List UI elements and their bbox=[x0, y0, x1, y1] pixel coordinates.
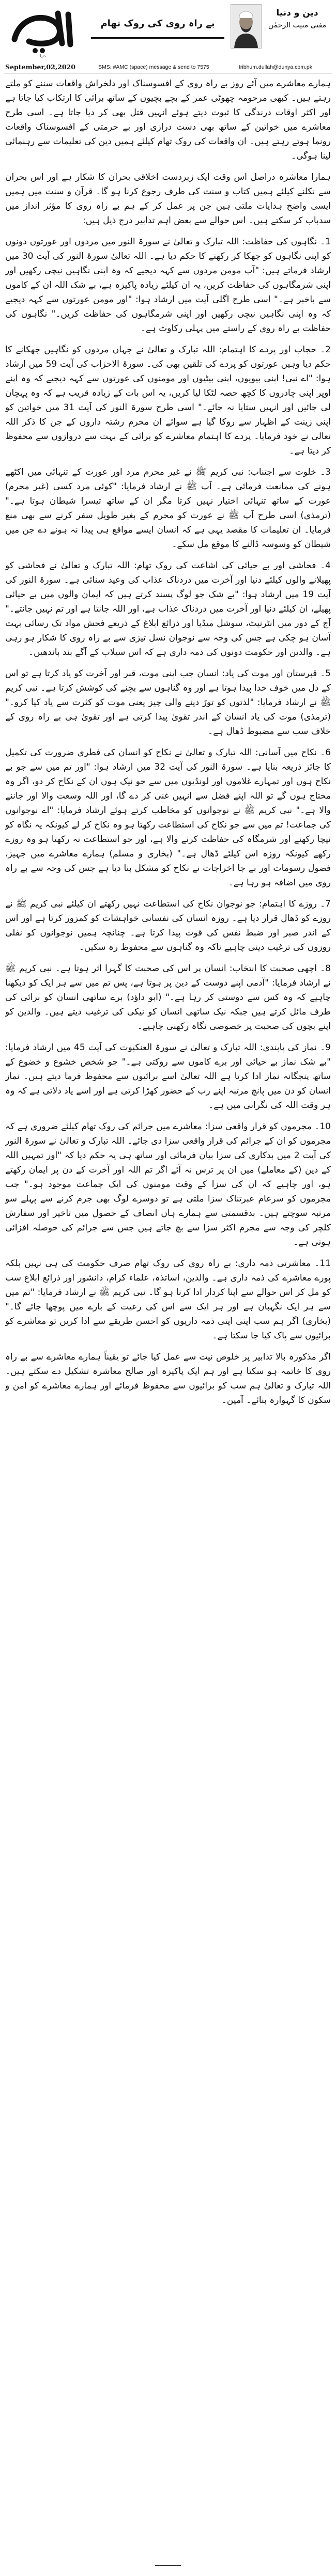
author-email[interactable]: tribhum.dullah@dunya.com.pk bbox=[239, 64, 312, 70]
columnist-block bbox=[231, 4, 332, 54]
paragraph: 7۔ روزے کا اہتمام: جو نوجوان نکاح کی استطاعت نہیں رکھتے ان کیلئے نبی کریم ﷺ نے روزے کو ڈھال قرار دیا ہے۔ روزہ انسان کی نفسانی خواہشات کو کمزور کرتا ہے اور اس کے اندر صبر اور ضبط نفس کی قوت پیدا کرتا ہے۔ چنانچہ ہمیں نوجوانوں کو نفلی روزوں کی ترغیب دینی چاہیے تاکہ وہ گناہوں سے محفوظ رہ سکیں۔ bbox=[5, 899, 331, 953]
paragraph: 3۔ خلوت سے اجتناب: نبی کریم ﷺ نے غیر محرم مرد اور عورت کے تنہائی میں اکٹھے ہونے کی ممانعت فرمائی ہے۔ آپ ﷺ نے ارشاد فرمایا: "کوئی مرد کسی (غیر محرم) عورت کے ساتھ تنہائی اختیار نہیں کرتا مگر ان کے ساتھ تیسرا شیطان ہوتا ہے۔" (ترمذی) اسی طرح آپ ﷺ نے عورت کو محرم کے بغیر طویل سفر کرنے سے بھی منع فرمایا۔ ان تعلیمات کا مقصد یہی ہے کہ انسان ایسے مواقع ہی پیدا نہ ہونے دے جن میں شیطان کو وسوسہ ڈالنے کا موقع مل سکے۔ bbox=[5, 467, 331, 550]
paragraph: 2۔ حجاب اور پردے کا اہتمام: اللہ تبارک و تعالیٰ نے جہاں مردوں کو نگاہیں جھکانے کا حکم دیا وہیں عورتوں کو پردے کی تلقین بھی کی۔ سورۃ الاحزاب کی آیت 59 میں ارشاد ہوا: "اے نبی! اپنی بیویوں، اپنی بیٹیوں اور مومنوں کی عورتوں سے کہہ دیجیے کہ وہ اپنے اوپر اپنی چادروں کا کچھ حصہ لٹکا لیا کریں، یہ اس بات کے زیادہ قریب ہے کہ وہ پہچان لی جائیں اور انہیں ستایا نہ جائے۔" اسی طرح سورۃ النور کی آیت 31 میں خواتین کو اپنی زینت کے اظہار سے روکا گیا ہے سوائے ان محرم رشتہ داروں کے جن کا ذکر اللہ تعالیٰ نے خود فرمایا۔ پردے کا اہتمام معاشرے کو برائی کے بہت سے دروازوں سے محفوظ کر دیتا ہے۔ bbox=[5, 345, 331, 456]
column-title-box bbox=[91, 10, 224, 46]
paragraph: 11۔ معاشرتی ذمہ داری: بے راہ روی کی روک تھام صرف حکومت کی ہی نہیں بلکہ پورے معاشرے کی ذمہ داری ہے۔ والدین، اساتذہ، علماء کرام، دانشور اور ذرائع ابلاغ سب کو مل کر اس حوالے سے اپنا کردار ادا کرنا ہو گا۔ نبی کریم ﷺ نے ارشاد فرمایا: "تم میں سے ہر ایک نگہبان ہے اور ہر ایک سے اس کی رعیت کے بارے میں پوچھا جائے گا۔" (بخاری) اگر ہم سب اپنی اپنی ذمہ داریوں کو احسن طریقے سے ادا کریں تو معاشرے کو برائیوں سے پاک کیا جا سکتا ہے۔ bbox=[5, 1258, 331, 1341]
paragraph: 1۔ نگاہوں کی حفاظت: اللہ تبارک و تعالیٰ نے سورۃ النور میں مردوں اور عورتوں دونوں کو اپنی نگاہوں کو جھکا کر رکھنے کا حکم دیا ہے۔ اللہ تعالیٰ سورۃ النور کی آیت 30 میں ارشاد فرماتے ہیں: "آپ مومن مردوں سے کہہ دیجیے کہ وہ اپنی نگاہیں نیچی رکھیں اور اپنی شرمگاہوں کی حفاظت کریں، یہ ان کیلئے زیادہ پاکیزہ ہے، بے شک اللہ ان کے کاموں سے باخبر ہے۔" اسی طرح اگلی آیت میں ارشاد ہوا: "اور مومن عورتوں سے کہہ دیجیے کہ وہ اپنی نگاہیں نیچی رکھیں اور اپنی شرمگاہوں کی حفاظت کریں۔" نگاہوں کی حفاظت بے راہ روی کے راستے میں پہلی رکاوٹ ہے۔ bbox=[5, 237, 331, 334]
paragraph: 4۔ فحاشی اور بے حیائی کی اشاعت کی روک تھام: اللہ تبارک و تعالیٰ نے فحاشی کو پھیلانے والوں کیلئے دنیا اور آخرت میں دردناک عذاب کی وعید سنائی ہے۔ سورۃ النور کی آیت 19 میں ارشاد ہوا: "بے شک جو لوگ پسند کرتے ہیں کہ ایمان والوں میں بے حیائی پھیلے، ان کیلئے دنیا اور آخرت میں دردناک عذاب ہے، اور اللہ جانتا ہے اور تم نہیں جانتے۔" آج کے دور میں انٹرنیٹ، سوشل میڈیا اور ذرائع ابلاغ کے ذریعے فحش مواد تک رسائی بہت آسان ہو چکی ہے جس کی وجہ سے نوجوان نسل تیزی سے بے راہ روی کا شکار ہو رہی ہے۔ والدین اور حکومت دونوں کی ذمہ داری ہے کہ اس سیلاب کے آگے بند باندھیں۔ bbox=[5, 560, 331, 658]
paragraph: 10۔ مجرموں کو قرار واقعی سزا: معاشرے میں جرائم کی روک تھام کیلئے ضروری ہے کہ مجرموں کو ان کے جرائم کی قرار واقعی سزا دی جائے۔ اللہ تبارک و تعالیٰ نے سورۃ النور کی آیت 2 میں بدکاری کی سزا بیان فرمائی اور ساتھ ہی یہ حکم دیا کہ "اور تمہیں اللہ کے دین (کے معاملے) میں ان پر ترس نہ آئے اگر تم اللہ اور آخرت کے دن پر ایمان رکھتے ہو، اور چاہیے کہ ان کی سزا کے وقت مومنوں کی ایک جماعت موجود ہو۔" جب مجرموں کو سرعام عبرتناک سزا ملتی ہے تو دوسرے لوگ بھی جرم کرنے سے پہلے سو مرتبہ سوچتے ہیں۔ بدقسمتی سے ہمارے ہاں انصاف کے حصول میں تاخیر اور سفارش کلچر کی وجہ سے مجرم اکثر سزا سے بچ جاتے ہیں جس سے جرائم کی حوصلہ افزائی ہوتی ہے۔ bbox=[5, 1121, 331, 1247]
column-header bbox=[0, 0, 336, 61]
title-underline bbox=[91, 37, 224, 39]
paragraph: 5۔ قبرستان اور موت کی یاد: انسان جب اپنی موت، قبر اور آخرت کو یاد کرتا ہے تو اس کے دل میں خوف خدا پیدا ہوتا ہے اور وہ گناہوں سے بچنے کی کوشش کرتا ہے۔ نبی کریم ﷺ نے ارشاد فرمایا: "لذتوں کو توڑ دینے والی چیز یعنی موت کو کثرت سے یاد کیا کرو۔" (ترمذی) موت کی یاد انسان کے اندر تقویٰ پیدا کرتی ہے اور تقویٰ ہی بے راہ روی کے خلاف سب سے مضبوط ڈھال ہے۔ bbox=[5, 668, 331, 737]
author-name: مفتی منیب الرحمٰن bbox=[268, 21, 327, 29]
paragraph: ہمارا معاشرہ دراصل اس وقت ایک زبردست اخلاقی بحران کا شکار ہے اور اس بحران سے نکلنے کیلئے ہمیں کتاب و سنت کی طرف رجوع کرنا ہو گا۔ قرآن و سنت میں ہمیں ایسی واضح ہدایات ملتی ہیں جن پر عمل کر کے ہم بے راہ روی کا مؤثر انداز میں سدباب کر سکتے ہیں۔ اس حوالے سے بعض اہم تدابیر درج ذیل ہیں: bbox=[5, 172, 331, 226]
newspaper-logo bbox=[4, 3, 82, 60]
article-body bbox=[5, 76, 331, 2566]
paragraph: ہمارے معاشرے میں آئے روز بے راہ روی کے افسوسناک اور دلخراش واقعات سننے کو ملتے رہتے ہیں۔ کبھی مرحومہ چھوٹی عمر کے بچے بچیوں کے ساتھ برائی کا ارتکاب کیا جاتا ہے اور اکثر اوقات درندگی کا ثبوت دیتے ہوئے انہیں قتل بھی کر دیا جاتا ہے۔ اسی طرح معاشرے میں خواتین کے ساتھ بھی دست درازی اور بے حرمتی کے افسوسناک واقعات رونما ہوتے رہتے ہیں۔ ان واقعات کی روک تھام کیلئے ہمیں دین کی تعلیمات سے رہنمائی لینا ہوگی۔ bbox=[5, 79, 331, 161]
dunya-logo-icon bbox=[4, 3, 82, 60]
column-title: بے راہ روی کی روک تھام bbox=[100, 18, 215, 29]
paragraph: 9۔ نماز کی پابندی: اللہ تبارک و تعالیٰ نے سورۃ العنکبوت کی آیت 45 میں ارشاد فرمایا: "بے شک نماز بے حیائی اور برے کاموں سے روکتی ہے۔" جو شخص خشوع و خضوع کے ساتھ پنجگانہ نماز ادا کرتا ہے اللہ تعالیٰ اسے برائیوں سے محفوظ فرما دیتے ہیں۔ نماز انسان کو دن میں پانچ مرتبہ اپنے رب کے حضور کھڑا کرتی ہے اور اسے یاد دلاتی ہے کہ وہ ہر وقت اللہ کی نگرانی میں ہے۔ bbox=[5, 1042, 331, 1111]
publish-date: September,02,2020 bbox=[5, 63, 75, 71]
sms-info: SMS: #AMC (space) message & send to 7575 bbox=[98, 64, 209, 70]
column-name: دین و دنیا bbox=[276, 8, 318, 18]
meta-line bbox=[0, 62, 336, 72]
paragraph: 6۔ نکاح میں آسانی: اللہ تبارک و تعالیٰ نے نکاح کو انسان کی فطری ضرورت کی تکمیل کا جائز ذریعہ بنایا ہے۔ سورۃ النور کی آیت 32 میں ارشاد ہوا: "اور تم میں سے جو بے نکاح ہوں اور تمہارے غلاموں اور لونڈیوں میں سے جو نیک ہوں ان کے نکاح کر دو، اگر وہ محتاج ہوں گے تو اللہ اپنے فضل سے انہیں غنی کر دے گا، اور اللہ وسعت والا اور جاننے والا ہے۔" نبی کریم ﷺ نے نوجوانوں کو مخاطب کرتے ہوئے ارشاد فرمایا: "اے نوجوانوں کی جماعت! تم میں سے جو نکاح کی استطاعت رکھتا ہو وہ نکاح کر لے کیونکہ یہ نگاہ کو نیچا رکھنے اور شرمگاہ کی حفاظت کرنے والا ہے، اور جو استطاعت نہ رکھتا ہو وہ روزے رکھے کیونکہ روزہ اس کیلئے ڈھال ہے۔" (بخاری و مسلم) ہمارے معاشرے میں جہیز، فضول رسومات اور بے جا اخراجات نے نکاح کو مشکل بنا دیا ہے جس کی وجہ سے بے راہ روی میں اضافہ ہو رہا ہے۔ bbox=[5, 747, 331, 888]
paragraph: 8۔ اچھی صحبت کا انتخاب: انسان پر اس کی صحبت کا گہرا اثر ہوتا ہے۔ نبی کریم ﷺ نے ارشاد فرمایا: "آدمی اپنے دوست کے دین پر ہوتا ہے، پس تم میں سے ہر ایک کو دیکھنا چاہیے کہ وہ کس سے دوستی کر رہا ہے۔" (ابو داؤد) برے ساتھی انسان کو برائی کی طرف مائل کرتے ہیں جبکہ نیک ساتھی انسان کو نیکی کی ترغیب دیتے ہیں۔ والدین کو اپنے بچوں کی صحبت پر خصوصی نگاہ رکھنی چاہیے۔ bbox=[5, 963, 331, 1032]
paragraph: اگر مذکورہ بالا تدابیر پر خلوص نیت سے عمل کیا جائے تو یقیناً ہمارے معاشرے سے بے راہ روی کا خاتمہ ہو سکتا ہے اور ہم ایک پاکیزہ اور صالح معاشرہ تشکیل دے سکتے ہیں۔ اللہ تبارک و تعالیٰ ہم سب کو برائیوں سے محفوظ فرمائے اور ہمارے معاشرے کو امن و سکون کا گہوارہ بنائے۔ آمین۔ bbox=[5, 1352, 331, 1406]
svg-text:دنیا: دنیا bbox=[40, 54, 46, 58]
end-divider bbox=[155, 2565, 181, 2566]
author-name-block bbox=[264, 6, 331, 39]
author-portrait-icon bbox=[231, 4, 262, 49]
